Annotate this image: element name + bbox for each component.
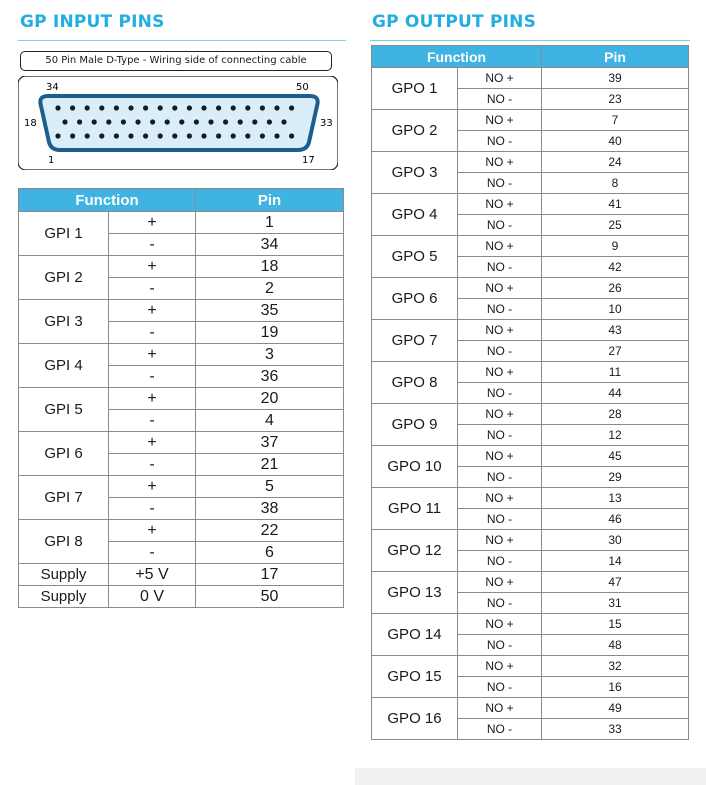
gpo-positive-pin: 24 [542, 152, 689, 173]
gpi-positive-pin: 22 [196, 520, 344, 542]
gpi-name: GPI 8 [19, 520, 109, 564]
label-pin-17: 17 [302, 155, 315, 166]
gpi-positive-terminal: + [109, 344, 196, 366]
gpo-row [372, 152, 689, 173]
connector-pin-dot [223, 119, 228, 124]
gpi-negative-pin: 34 [196, 234, 344, 256]
connector-pin-dot [143, 105, 148, 110]
gpo-name: GPO 5 [372, 236, 458, 278]
gpo-name: GPO 2 [372, 110, 458, 152]
gpi-negative-pin: 6 [196, 542, 344, 564]
gpo-name: GPO 15 [372, 656, 458, 698]
gpo-positive-terminal: NO + [458, 530, 542, 551]
connector-pin-dot [245, 105, 250, 110]
gpo-negative-pin: 31 [542, 593, 689, 614]
connector-pin-dot [194, 119, 199, 124]
gpi-positive-terminal: + [109, 520, 196, 542]
connector-pin-dot [187, 105, 192, 110]
gpi-name: GPI 6 [19, 432, 109, 476]
connector-pin-dot [114, 133, 119, 138]
gpi-row [19, 256, 344, 278]
gpo-name: GPO 3 [372, 152, 458, 194]
gpo-negative-pin: 48 [542, 635, 689, 656]
gpi-negative-terminal: - [109, 234, 196, 256]
gpi-negative-pin: 19 [196, 322, 344, 344]
gpo-positive-pin: 11 [542, 362, 689, 383]
gpo-negative-terminal: NO - [458, 425, 542, 446]
gpi-positive-terminal: + [109, 212, 196, 234]
gpo-negative-pin: 44 [542, 383, 689, 404]
gpo-positive-pin: 28 [542, 404, 689, 425]
gpo-name: GPO 12 [372, 530, 458, 572]
connector-pin-dot [165, 119, 170, 124]
connector-pin-dot [231, 105, 236, 110]
connector-pin-dot [77, 119, 82, 124]
connector-pin-dot [106, 119, 111, 124]
gpo-negative-pin: 42 [542, 257, 689, 278]
gpo-row [372, 320, 689, 341]
gpo-row [372, 194, 689, 215]
gpo-name: GPO 10 [372, 446, 458, 488]
gpo-row [372, 446, 689, 467]
connector-pin-dot [260, 105, 265, 110]
supply-row [19, 586, 344, 608]
label-pin-33: 33 [320, 118, 333, 129]
gp-output-table [371, 45, 689, 740]
gpi-negative-pin: 2 [196, 278, 344, 300]
connector-pin-dot [70, 105, 75, 110]
gpi-negative-pin: 4 [196, 410, 344, 432]
gpi-negative-terminal: - [109, 278, 196, 300]
gpo-positive-terminal: NO + [458, 152, 542, 173]
gpi-negative-pin: 21 [196, 454, 344, 476]
gpo-positive-terminal: NO + [458, 194, 542, 215]
connector-pin-dot [231, 133, 236, 138]
gpo-positive-pin: 47 [542, 572, 689, 593]
connector-pin-dot [158, 133, 163, 138]
gpi-row [19, 520, 344, 542]
gpo-negative-terminal: NO - [458, 131, 542, 152]
connector-pin-dot [274, 105, 279, 110]
gpi-negative-terminal: - [109, 454, 196, 476]
connector-pin-dot [121, 119, 126, 124]
gpo-name: GPO 13 [372, 572, 458, 614]
supply-name: Supply [19, 586, 109, 608]
connector-pin-dot [216, 133, 221, 138]
gpi-positive-terminal: + [109, 476, 196, 498]
gpi-row [19, 344, 344, 366]
gpi-negative-terminal: - [109, 322, 196, 344]
gpo-positive-pin: 45 [542, 446, 689, 467]
gpo-negative-pin: 16 [542, 677, 689, 698]
gp-input-table [18, 188, 344, 608]
connector-pin-dot [208, 119, 213, 124]
connector-pin-dot [114, 105, 119, 110]
gpo-negative-terminal: NO - [458, 89, 542, 110]
gpo-positive-terminal: NO + [458, 68, 542, 89]
gpi-positive-terminal: + [109, 388, 196, 410]
gpo-positive-terminal: NO + [458, 446, 542, 467]
gpi-name: GPI 2 [19, 256, 109, 300]
connector-pin-dot [252, 119, 257, 124]
gp-output-heading: GP OUTPUT PINS [372, 12, 537, 32]
connector-pin-dot [135, 119, 140, 124]
gpo-name: GPO 16 [372, 698, 458, 740]
gpo-negative-terminal: NO - [458, 551, 542, 572]
gpo-pin-header: Pin [542, 46, 689, 68]
gpi-pin-header: Pin [196, 189, 344, 212]
gpi-positive-pin: 20 [196, 388, 344, 410]
supply-voltage: +5 V [109, 564, 196, 586]
gpo-positive-terminal: NO + [458, 278, 542, 299]
supply-voltage: 0 V [109, 586, 196, 608]
gpo-negative-terminal: NO - [458, 299, 542, 320]
gpo-positive-pin: 49 [542, 698, 689, 719]
gpo-positive-terminal: NO + [458, 698, 542, 719]
gp-input-heading: GP INPUT PINS [20, 12, 165, 32]
gpo-name: GPO 11 [372, 488, 458, 530]
d-type-connector-diagram [18, 76, 338, 170]
gpo-negative-pin: 27 [542, 341, 689, 362]
supply-pin: 50 [196, 586, 344, 608]
connector-pin-dot [260, 133, 265, 138]
label-pin-1: 1 [48, 155, 55, 166]
gpo-positive-terminal: NO + [458, 572, 542, 593]
gpo-negative-pin: 14 [542, 551, 689, 572]
gpo-negative-terminal: NO - [458, 341, 542, 362]
gpi-row [19, 300, 344, 322]
gpi-positive-terminal: + [109, 432, 196, 454]
gpo-row [372, 68, 689, 89]
gpo-header-row [372, 46, 689, 68]
bottom-strip [355, 768, 706, 785]
gpo-positive-terminal: NO + [458, 614, 542, 635]
gpi-negative-pin: 38 [196, 498, 344, 520]
supply-row [19, 564, 344, 586]
output-heading-rule [370, 40, 690, 41]
gpi-positive-pin: 1 [196, 212, 344, 234]
gpo-positive-pin: 30 [542, 530, 689, 551]
connector-pin-dot [267, 119, 272, 124]
gpi-row [19, 388, 344, 410]
supply-name: Supply [19, 564, 109, 586]
connector-pin-dot [289, 133, 294, 138]
connector-pin-dot [172, 133, 177, 138]
gpi-negative-pin: 36 [196, 366, 344, 388]
connector-pin-dot [92, 119, 97, 124]
connector-pin-dot [85, 133, 90, 138]
gpo-negative-pin: 8 [542, 173, 689, 194]
connector-pin-dot [245, 133, 250, 138]
supply-pin: 17 [196, 564, 344, 586]
label-pin-18: 18 [24, 118, 37, 129]
gpo-row [372, 362, 689, 383]
label-pin-34: 34 [46, 82, 59, 93]
connector-pin-dot [281, 119, 286, 124]
connector-pin-dot [85, 105, 90, 110]
gpo-positive-terminal: NO + [458, 236, 542, 257]
gpo-name: GPO 7 [372, 320, 458, 362]
gpo-negative-terminal: NO - [458, 635, 542, 656]
connector-pin-dot [150, 119, 155, 124]
gpo-name: GPO 1 [372, 68, 458, 110]
gpo-negative-terminal: NO - [458, 383, 542, 404]
gpo-negative-pin: 29 [542, 467, 689, 488]
gpo-negative-terminal: NO - [458, 509, 542, 530]
connector-pin-dot [128, 133, 133, 138]
connector-pin-dot [216, 105, 221, 110]
gpo-negative-pin: 33 [542, 719, 689, 740]
gpo-positive-pin: 41 [542, 194, 689, 215]
connector-pin-dot [128, 105, 133, 110]
gpi-positive-terminal: + [109, 256, 196, 278]
gpi-function-header: Function [19, 189, 196, 212]
gpo-name: GPO 6 [372, 278, 458, 320]
connector-pin-dot [187, 133, 192, 138]
gpo-row [372, 278, 689, 299]
gpo-negative-terminal: NO - [458, 593, 542, 614]
gpi-negative-terminal: - [109, 366, 196, 388]
connector-pin-dot [274, 133, 279, 138]
gpi-negative-terminal: - [109, 410, 196, 432]
gpo-negative-pin: 25 [542, 215, 689, 236]
connector-pin-dot [99, 133, 104, 138]
gpo-positive-pin: 13 [542, 488, 689, 509]
gpi-header-row [19, 189, 344, 212]
gpo-negative-pin: 23 [542, 89, 689, 110]
gpo-name: GPO 8 [372, 362, 458, 404]
gpi-name: GPI 5 [19, 388, 109, 432]
gpo-positive-terminal: NO + [458, 488, 542, 509]
gpi-negative-terminal: - [109, 542, 196, 564]
gpi-row [19, 212, 344, 234]
gpo-row [372, 614, 689, 635]
input-heading-rule [18, 40, 346, 41]
connector-pin-dot [99, 105, 104, 110]
gpi-positive-pin: 35 [196, 300, 344, 322]
gpi-negative-terminal: - [109, 498, 196, 520]
gpo-negative-pin: 46 [542, 509, 689, 530]
gpi-positive-pin: 37 [196, 432, 344, 454]
gpo-positive-pin: 32 [542, 656, 689, 677]
connector-pin-dot [172, 105, 177, 110]
connector-pin-dot [238, 119, 243, 124]
gpo-negative-terminal: NO - [458, 173, 542, 194]
gpo-row [372, 404, 689, 425]
gpi-row [19, 432, 344, 454]
connector-pin-dot [289, 105, 294, 110]
gpo-row [372, 110, 689, 131]
gpo-row [372, 236, 689, 257]
gpo-negative-pin: 10 [542, 299, 689, 320]
gpo-positive-terminal: NO + [458, 656, 542, 677]
gpo-negative-terminal: NO - [458, 467, 542, 488]
gpo-positive-pin: 43 [542, 320, 689, 341]
gpo-positive-terminal: NO + [458, 320, 542, 341]
gpo-positive-pin: 9 [542, 236, 689, 257]
connector-pin-dot [179, 119, 184, 124]
connector-pin-dot [201, 105, 206, 110]
gpi-positive-terminal: + [109, 300, 196, 322]
gpo-row [372, 530, 689, 551]
connector-pin-dot [143, 133, 148, 138]
connector-pin-dot [55, 133, 60, 138]
gpi-positive-pin: 18 [196, 256, 344, 278]
gpo-row [372, 698, 689, 719]
gpo-negative-pin: 40 [542, 131, 689, 152]
connector-pin-dot [158, 105, 163, 110]
gpo-row [372, 572, 689, 593]
gpi-row [19, 476, 344, 498]
gpo-name: GPO 9 [372, 404, 458, 446]
gpo-name: GPO 4 [372, 194, 458, 236]
connector-pin-dot [70, 133, 75, 138]
gpo-negative-terminal: NO - [458, 719, 542, 740]
gpo-name: GPO 14 [372, 614, 458, 656]
gpo-function-header: Function [372, 46, 542, 68]
gpo-negative-terminal: NO - [458, 257, 542, 278]
gpo-negative-terminal: NO - [458, 215, 542, 236]
gpi-name: GPI 1 [19, 212, 109, 256]
gpi-name: GPI 4 [19, 344, 109, 388]
connector-pin-dot [62, 119, 67, 124]
label-pin-50: 50 [296, 82, 309, 93]
gpo-negative-terminal: NO - [458, 677, 542, 698]
gpi-positive-pin: 3 [196, 344, 344, 366]
gpo-positive-pin: 39 [542, 68, 689, 89]
connector-pin-dot [55, 105, 60, 110]
gpo-positive-pin: 15 [542, 614, 689, 635]
gpi-name: GPI 7 [19, 476, 109, 520]
gpo-row [372, 488, 689, 509]
connector-caption: 50 Pin Male D-Type - Wiring side of connecting cable [20, 51, 332, 71]
gpo-row [372, 656, 689, 677]
gpi-name: GPI 3 [19, 300, 109, 344]
connector-pin-dot [201, 133, 206, 138]
gpo-positive-pin: 7 [542, 110, 689, 131]
gpo-positive-pin: 26 [542, 278, 689, 299]
gpo-negative-pin: 12 [542, 425, 689, 446]
gpo-positive-terminal: NO + [458, 404, 542, 425]
gpi-positive-pin: 5 [196, 476, 344, 498]
gpo-positive-terminal: NO + [458, 110, 542, 131]
gpo-positive-terminal: NO + [458, 362, 542, 383]
